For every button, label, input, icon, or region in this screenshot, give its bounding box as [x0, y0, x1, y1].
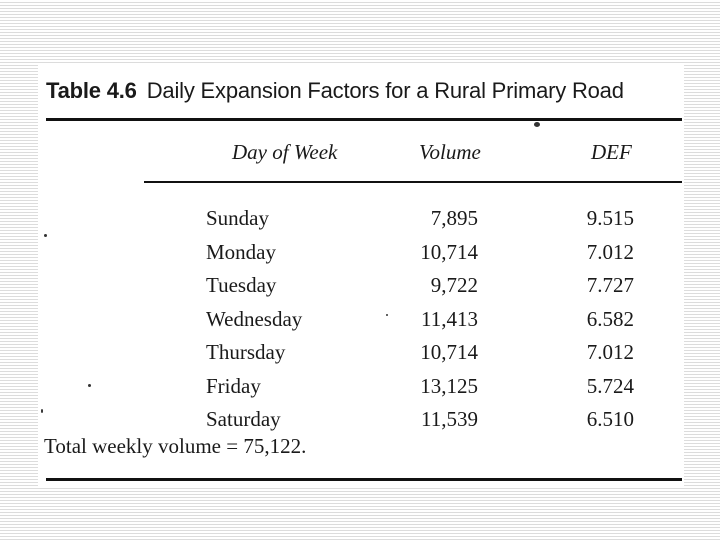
volume-cell: 11,413 — [421, 306, 478, 331]
scanned-table-image — [38, 64, 684, 486]
day-cell: Friday — [206, 373, 261, 398]
scan-speck — [534, 122, 540, 127]
day-cell: Thursday — [206, 340, 286, 364]
def-cell: 7.012 — [586, 239, 634, 264]
def-cell: 7.727 — [586, 273, 634, 297]
volume-cell: 7,895 — [430, 206, 478, 230]
header-rule — [144, 181, 682, 183]
volume-cell: 10,714 — [420, 239, 478, 264]
column-header-volume: Volume — [419, 140, 481, 164]
column-header-day: Day of Week — [232, 140, 338, 164]
def-cell: 5.724 — [586, 373, 634, 398]
scan-speck — [386, 314, 388, 316]
table-title — [46, 78, 624, 104]
table-footnote: Total weekly volume = 75,122. — [44, 434, 307, 458]
top-rule — [46, 118, 682, 121]
def-column — [548, 204, 634, 439]
def-cell: 9.515 — [586, 206, 634, 230]
volume-cell: 11,539 — [421, 407, 478, 431]
day-cell: Saturday — [206, 407, 281, 431]
volume-cell: 9,722 — [430, 273, 478, 297]
volume-cell: 13,125 — [420, 373, 478, 398]
volume-column — [378, 204, 478, 439]
bottom-rule — [46, 478, 682, 481]
day-cell: Wednesday — [206, 306, 303, 331]
table-number: Table 4.6 — [46, 78, 137, 103]
def-cell: 6.582 — [586, 306, 634, 331]
day-column — [206, 204, 346, 439]
scan-speck — [88, 384, 91, 387]
day-cell: Tuesday — [206, 273, 277, 297]
scan-speck — [44, 234, 47, 237]
def-cell: 6.510 — [586, 407, 634, 431]
day-cell: Monday — [206, 239, 276, 264]
day-cell: Sunday — [206, 206, 269, 230]
def-cell: 7.012 — [586, 340, 634, 364]
column-header-def: DEF — [591, 140, 632, 164]
table-caption: Daily Expansion Factors for a Rural Primary Road — [146, 78, 624, 103]
scan-speck — [41, 409, 43, 413]
volume-cell: 10,714 — [420, 340, 478, 364]
